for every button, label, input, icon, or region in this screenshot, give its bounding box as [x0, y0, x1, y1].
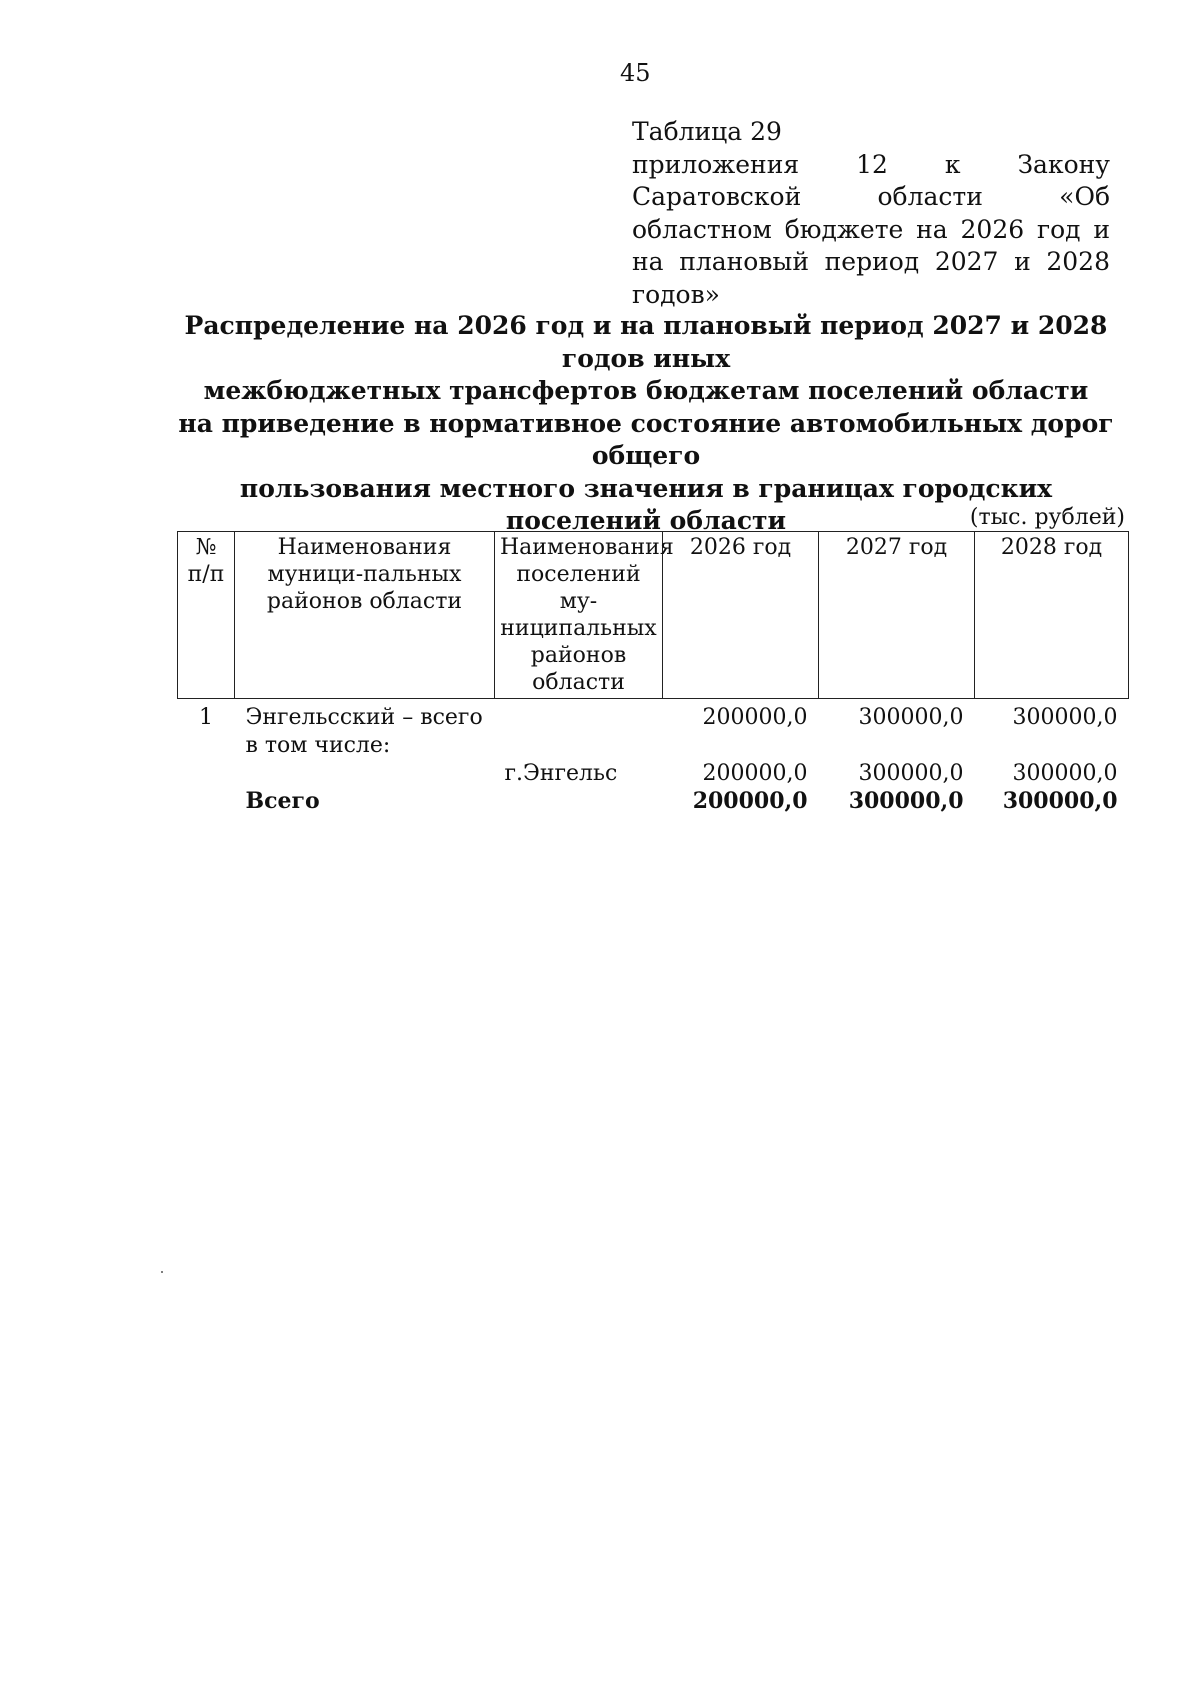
settlement-name [495, 699, 663, 733]
header-year-2026: 2026 год [663, 532, 819, 699]
settlement-name: г.Энгельс [504, 761, 618, 786]
row-number: 1 [199, 705, 213, 730]
header-year-2028: 2028 год [975, 532, 1129, 699]
row-number [178, 760, 235, 788]
district-name: в том числе: [245, 733, 391, 758]
total-2026: 200000,0 [692, 788, 808, 814]
table-label: Таблица 29 [632, 117, 782, 146]
settlement-name [495, 788, 663, 816]
header-district: Наименования муници-пальных районов области [235, 532, 495, 699]
total-label: Всего [245, 788, 320, 814]
row-number [178, 732, 235, 760]
value-2027: 300000,0 [858, 761, 964, 786]
header-settlement: Наименования поселений му-ниципальных районов области [495, 532, 663, 699]
value-2028: 300000,0 [1012, 705, 1118, 730]
document-title [150, 310, 1142, 538]
appendix-reference [632, 116, 1110, 311]
value-2026 [663, 732, 819, 760]
header-number: № п/п [178, 532, 235, 699]
title-line-2: межбюджетных трансфертов бюджетам поселений области [203, 376, 1089, 405]
value-2026: 200000,0 [702, 761, 808, 786]
header-year-2027: 2027 год [819, 532, 975, 699]
total-row [178, 788, 1129, 816]
value-2028 [975, 732, 1129, 760]
table-body [178, 699, 1129, 817]
scan-speck [161, 1271, 163, 1273]
row-number [178, 788, 235, 816]
settlement-name [495, 732, 663, 760]
value-2027: 300000,0 [858, 705, 964, 730]
table-row [178, 732, 1129, 760]
value-2026: 200000,0 [702, 705, 808, 730]
units-label: (тыс. рублей) [969, 505, 1125, 530]
value-2028: 300000,0 [1012, 761, 1118, 786]
table-header [178, 532, 1129, 699]
value-2027 [819, 732, 975, 760]
total-2028: 300000,0 [1002, 788, 1118, 814]
title-line-5: поселений области [505, 506, 787, 535]
district-name: Энгельсский – всего [245, 705, 483, 730]
table-row [178, 699, 1129, 733]
title-line-3: на приведение в нормативное состояние автомобильных дорог общего [178, 408, 1114, 470]
table-row [178, 760, 1129, 788]
budget-table [177, 531, 1129, 816]
title-line-1: Распределение на 2026 год и на плановый период 2027 и 2028 годов иных [184, 311, 1108, 373]
total-2027: 300000,0 [848, 788, 964, 814]
appendix-text: приложения 12 к Закону Саратовской области «Об областном бюджете на 2026 год и на плановый период 2027 и 2028 годов» [632, 149, 1110, 309]
district-name [235, 760, 495, 788]
page-number: 45 [620, 59, 651, 87]
title-line-4: пользования местного значения в границах городских [239, 473, 1053, 503]
header-row [178, 532, 1129, 699]
